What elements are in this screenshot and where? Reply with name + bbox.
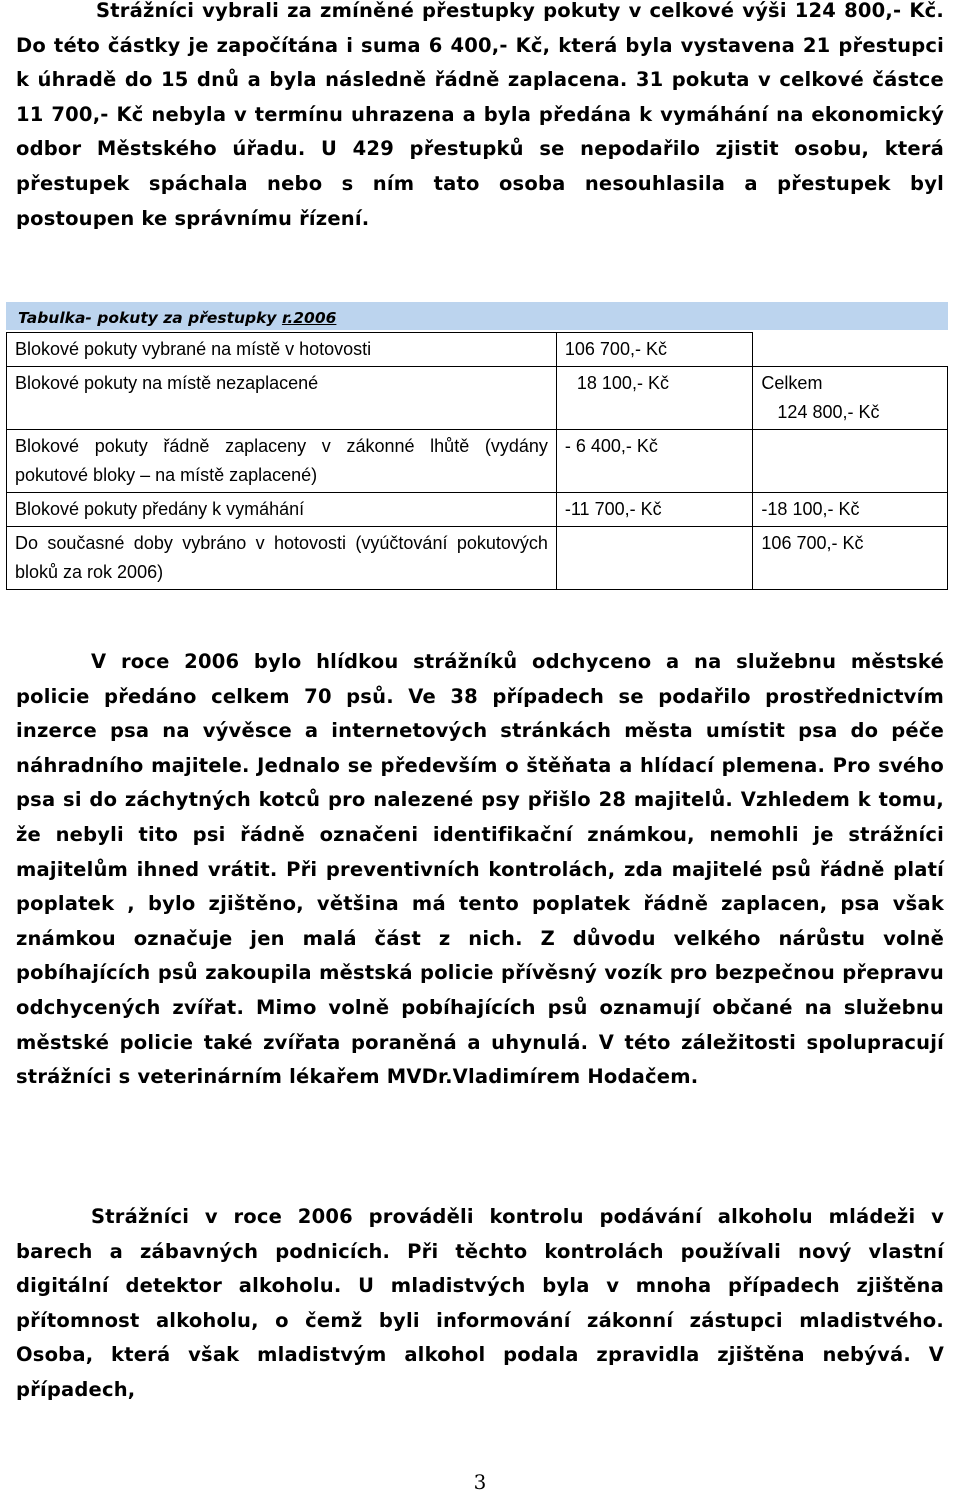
paragraph-dogs: V roce 2006 bylo hlídkou strážníků odchyceno a na služebnu městské policie předáno celkem 70 psů. Ve 38 případech se podařilo prostřednictvím inzerce psa na vývěsce a internetových stránkách města umístit psa do péče náhradního majitele. Jednalo se především o štěňata a hlídací plemena. Pro svého psa si do záchytných kotců pro nalezené psy přišlo 28 majitelů. Vzhledem k tomu, že nebyli tito psi řádně označeni identifikační známkou, nemohli je strážníci majitelům ihned vrátit. Při preventivních kontrolách, zda majitelé psů řádně platí poplatek , bylo zjištěno, většina má tento poplatek řádně zaplacen, psa však známkou označuje jen malá část z nich. Z důvodu velkého nárůstu volně pobíhajících psů zakoupila městská policie přívěsný vozík pro bezpečnou přepravu odchycených zvířat. Mimo volně pobíhajících psů oznamují občané na služebnu městské policie také zvířata poraněná a uhynulá. V této záležitosti spolupracují strážníci s veterinárním lékařem MVDr.Vladimírem Hodačem. [16, 650, 944, 1089]
extra-text: -18 100,- Kč [761, 499, 860, 519]
table-row [7, 527, 948, 590]
table-cell-value [556, 333, 753, 367]
table-cell-value [556, 493, 753, 527]
table-caption [6, 302, 948, 330]
total-label: Celkem [761, 373, 823, 393]
total-value: 124 800,- Kč [777, 402, 880, 422]
value-text: 106 700,- Kč [564, 339, 667, 359]
table-cell-label: Do současné doby vybráno v hotovosti (vyúčtování pokutových bloků za rok 2006) [7, 527, 557, 590]
table-cell-label: Blokové pokuty předány k vymáhání [7, 493, 557, 527]
table-row [7, 367, 948, 430]
table-caption-year: r.2006 [281, 309, 337, 327]
table-row [7, 333, 948, 367]
extra-text: 106 700,- Kč [761, 533, 864, 553]
table-cell-total [753, 367, 948, 430]
table-cell-value [556, 430, 753, 493]
table-cell-extra [753, 493, 948, 527]
fines-table [6, 332, 948, 590]
page-number: 3 [473, 1470, 487, 1494]
value-text: -11 700,- Kč [564, 499, 662, 519]
table-cell-value [556, 527, 753, 590]
table-cell-empty [753, 333, 948, 367]
table-cell-empty [753, 430, 948, 493]
table-cell-label: Blokové pokuty vybrané na místě v hotovosti [7, 333, 557, 367]
table-caption-text: Tabulka- pokuty za přestupky [18, 309, 282, 327]
table-cell-label: Blokové pokuty na místě nezaplacené [7, 367, 557, 430]
table-cell-extra [753, 527, 948, 590]
table-cell-label: Blokové pokuty řádně zaplaceny v zákonné lhůtě (vydány pokutové bloky – na místě zaplacené) [7, 430, 557, 493]
table-row [7, 430, 948, 493]
paragraph-fines-summary: Strážníci vybrali za zmíněné přestupky pokuty v celkové výši 124 800,- Kč. Do této částky je započítána i suma 6 400,- Kč, která byla vystavena 21 přestupci k úhradě do 15 dnů a byla následně řádně zaplacena. 31 pokuta v celkové částce 11 700,- Kč nebyla v termínu uhrazena a byla předána k vymáhání na ekonomický odbor Městského úřadu. U 429 přestupků se nepodařilo zjistit osobu, která přestupek spáchala nebo s ním tato osoba nesouhlasila a přestupek byl postoupen ke správnímu řízení. [16, 0, 944, 230]
value-text: 18 100,- Kč [576, 373, 669, 393]
table-row [7, 493, 948, 527]
table-cell-value [556, 367, 753, 430]
paragraph-alcohol: Strážníci v roce 2006 prováděli kontrolu podávání alkoholu mládeži v barech a zábavných podnicích. Při těchto kontrolách používali nový vlastní digitální detektor alkoholu. U mladistvých byla v mnoha případech zjištěna přítomnost alkoholu, o čemž byli informování zákonní zástupci mladistvého. Osoba, která však mladistvým alkohol podala zpravidla zjištěna nebývá. V případech, [16, 1205, 944, 1401]
value-text: - 6 400,- Kč [564, 436, 658, 456]
